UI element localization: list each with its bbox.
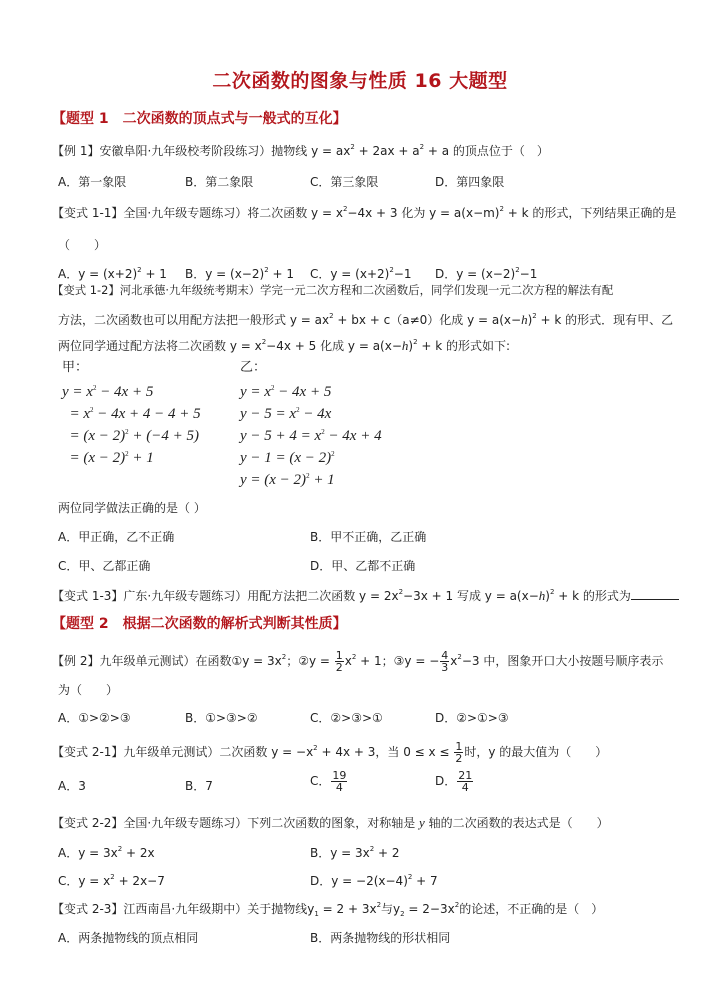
yi-step-1: $y = x^2 - 4x + 5$ bbox=[240, 384, 332, 400]
page-title: 二次函数的图象与性质 16 大题型 bbox=[212, 70, 508, 92]
variant-1-2-line-2: 方法，二次函数也可以用配方法把一般形式 $y = ax^2$ + bx + c（a≠0）化成 $y = a(x-h)^2 + k$ 的形式．现有甲、乙 bbox=[58, 312, 674, 327]
variant-2-1-option-c: C． $\frac{19}{4}$ bbox=[310, 769, 347, 794]
example-2-option-a: A．①>②>③ bbox=[58, 711, 131, 725]
example-2-option-b: B．①>③>② bbox=[185, 711, 258, 725]
example-1-option-d: D．第四象限 bbox=[435, 175, 505, 189]
variant-1-2-line-1: 【变式 1-2】河北承德·九年级统考期末）学完一元二次方程和二次函数后，同学们发现一元二次方程的解法有配 bbox=[52, 283, 614, 297]
jia-step-4: = $(x - 2)^2 + 1$ bbox=[62, 450, 154, 466]
example-2-question: 【例 2】九年级单元测试）在函数①y = $3x^2$；②y = $\frac{1}{2}$ $x^2 + 1$；③y = − $\frac{4}{3}$ $x^2-3$ 中，图象开口大小按题号顺序表示 bbox=[52, 649, 664, 674]
variant-2-3-question: 【变式 2-3】江西南昌·九年级期中）关于抛物线$y_1 = 2 + 3x^2$与$y_2 = 2-3x^2$的论述，不正确的是（ ） bbox=[52, 901, 604, 918]
example-1-question: 【例 1】安徽阜阳·九年级校考阶段练习）抛物线 $y = ax^2 + 2ax + a^2 + a$ 的顶点位于（ ） bbox=[52, 143, 549, 158]
example-1-option-c: C．第三象限 bbox=[310, 175, 379, 189]
variant-2-1-option-d: D． $\frac{21}{4}$ bbox=[435, 769, 473, 794]
jia-step-1: $y = x^2 - 4x + 5$ bbox=[62, 384, 154, 400]
example-2-option-d: D．②>①>③ bbox=[435, 711, 509, 725]
yi-label: 乙： bbox=[240, 359, 267, 374]
variant-2-3-option-a: A．两条抛物线的顶点相同 bbox=[58, 931, 199, 945]
yi-step-4: $y - 1 = (x - 2)^2$ bbox=[240, 450, 335, 466]
variant-1-2-option-a: A．甲正确，乙不正确 bbox=[58, 530, 175, 544]
variant-2-2-option-d: D．$y = -2(x-4)^2 + 7$ bbox=[310, 873, 438, 888]
variant-1-1-question: 【变式 1-1】全国·九年级专题练习）将二次函数 $y = x^2-4x + 3$ 化为 $y = a(x-m)^2 + k$ 的形式，下列结果正确的是 bbox=[52, 205, 677, 220]
example-2-option-c: C．②>③>① bbox=[310, 711, 383, 725]
variant-1-1-option-d: D．$y = (x-2)^2-1$ bbox=[435, 266, 538, 281]
variant-2-2-option-c: C．$y = x^2 + 2x-7$ bbox=[58, 873, 165, 888]
variant-2-2-option-a: A．$y = 3x^2 + 2x$ bbox=[58, 845, 155, 860]
variant-1-2-option-b: B．甲不正确，乙正确 bbox=[310, 530, 427, 544]
variant-2-2-question: 【变式 2-2】全国·九年级专题练习）下列二次函数的图象，对称轴是 y 轴的二次函数的表达式是（ ） bbox=[52, 815, 609, 830]
yi-step-2: $y - 5 = x^2 - 4x$ bbox=[240, 406, 332, 422]
variant-1-1-paren: （ ） bbox=[58, 238, 107, 252]
section-heading-2: 【题型 2 根据二次函数的解析式判断其性质】 bbox=[52, 616, 347, 632]
variant-2-2-option-b: B．$y = 3x^2 + 2$ bbox=[310, 845, 400, 860]
example-2-paren: 为（ ） bbox=[58, 683, 119, 697]
variant-1-2-question: 两位同学做法正确的是（ ） bbox=[58, 501, 206, 515]
yi-step-3: $y - 5 + 4 = x^2 - 4x + 4$ bbox=[240, 428, 382, 444]
jia-step-2: = $x^2 - 4x + 4 - 4 + 5$ bbox=[62, 406, 201, 422]
variant-1-1-option-b: B．$y = (x-2)^2 + 1$ bbox=[185, 266, 294, 281]
variant-1-2-line-3: 两位同学通过配方法将二次函数 $y = x^2-4x + 5$ 化成 $y = a(x-h)^2 + k$ 的形式如下: bbox=[58, 338, 511, 353]
variant-2-3-option-b: B．两条抛物线的形状相同 bbox=[310, 931, 451, 945]
variant-1-3-question: 【变式 1-3】广东·九年级专题练习）用配方法把二次函数 $y = 2x^2-3x + 1$ 写成 $y = a(x-h)^2 + k$ 的形式为 bbox=[52, 587, 679, 604]
variant-1-2-option-c: C．甲、乙都正确 bbox=[58, 559, 151, 573]
fraction-one-half: $\frac{1}{2}$ bbox=[335, 649, 343, 674]
example-1-option-b: B．第二象限 bbox=[185, 175, 254, 189]
variant-2-1-question: 【变式 2-1】九年级单元测试）二次函数 $y = -x^2 + 4x + 3$，当 0 ≤ x ≤ $\frac{1}{2}$ 时，y 的最大值为（ ） bbox=[52, 740, 608, 765]
yi-step-5: $y = (x - 2)^2 + 1$ bbox=[240, 472, 335, 488]
example-1-option-a: A．第一象限 bbox=[58, 175, 127, 189]
fraction-one-half: $\frac{1}{2}$ bbox=[455, 740, 463, 765]
variant-1-1-option-a: A．$y = (x+2)^2 + 1$ bbox=[58, 266, 167, 281]
jia-step-3: = $(x - 2)^2 + (-4 + 5)$ bbox=[62, 428, 200, 444]
section-heading-1: 【题型 1 二次函数的顶点式与一般式的互化】 bbox=[52, 111, 347, 127]
variant-1-1-option-c: C．$y = (x+2)^2-1$ bbox=[310, 266, 412, 281]
answer-blank[interactable] bbox=[631, 587, 679, 600]
variant-2-1-option-a: A．3 bbox=[58, 779, 86, 793]
variant-2-1-option-b: B．7 bbox=[185, 779, 213, 793]
variant-1-2-option-d: D．甲、乙都不正确 bbox=[310, 559, 416, 573]
fraction-four-thirds: $\frac{4}{3}$ bbox=[441, 649, 449, 674]
jia-label: 甲： bbox=[62, 359, 89, 374]
